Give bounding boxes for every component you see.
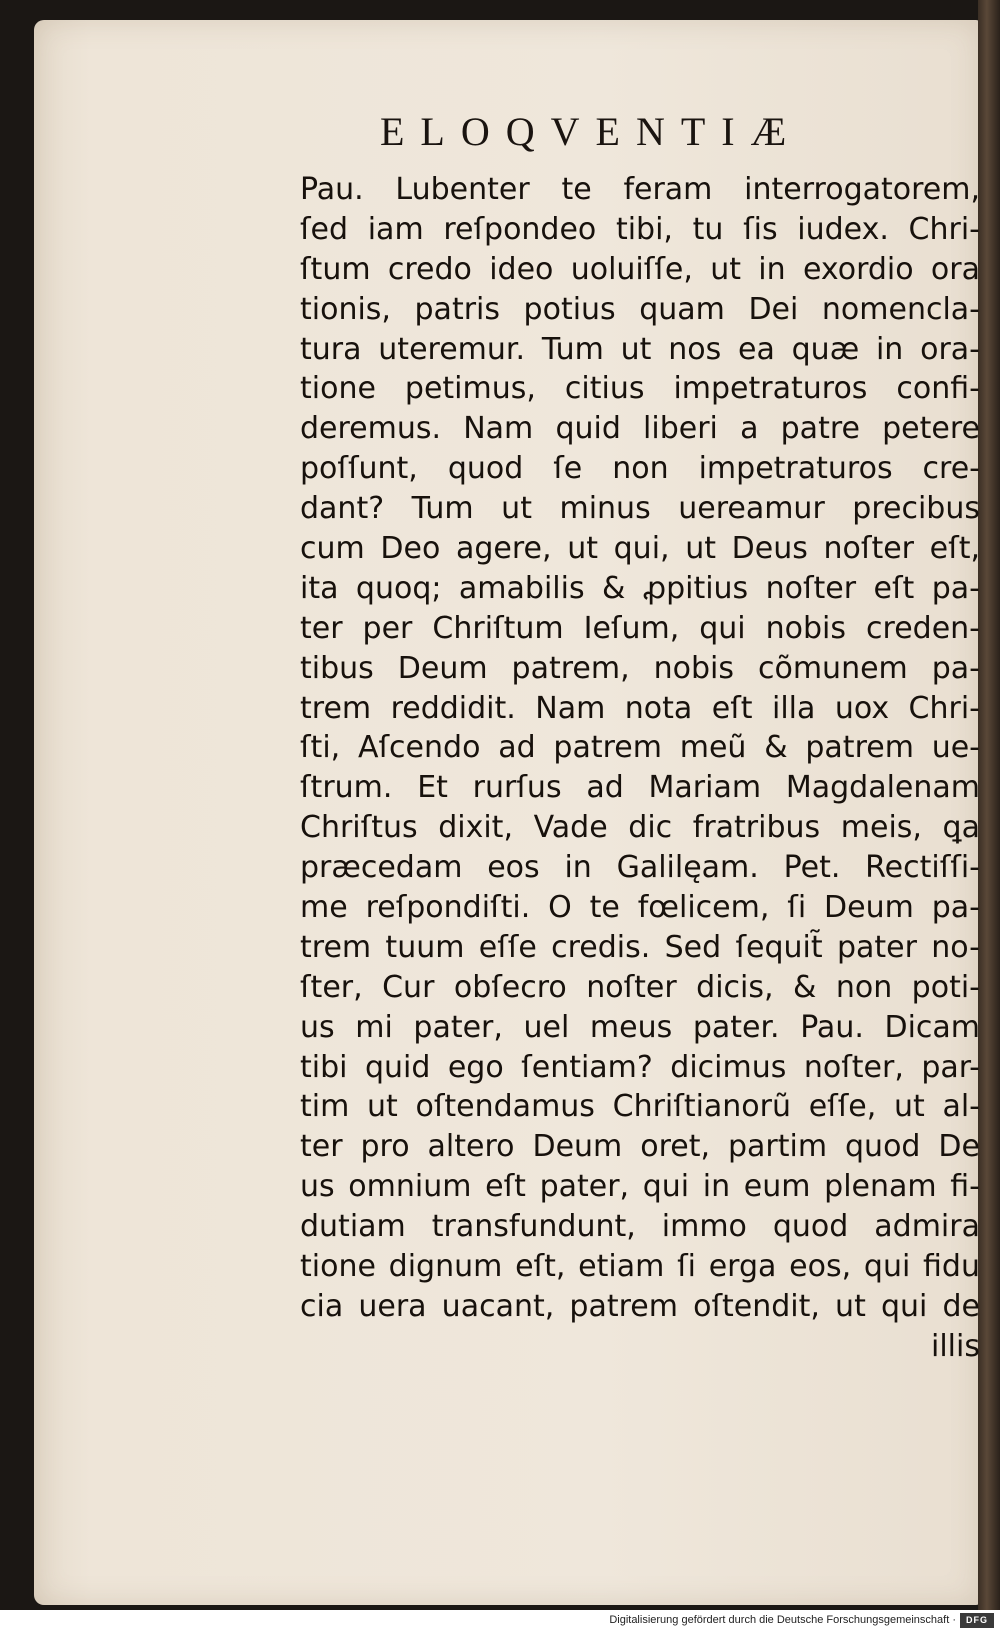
digitization-footer [0,1610,1000,1632]
text-line: ſtrum. Et rurſus ad Mariam Magdalenam [300,770,980,806]
text-line: tim ut oſtendamus Chriſtianorũ eſſe, ut al- [300,1089,980,1125]
text-line: us omnium eſt pater, qui in eum plenam fi- [300,1169,980,1205]
text-line: tione dignum eſt, etiam ſi erga eos, qui fidu [300,1249,980,1285]
running-head: ELOQVENTIÆ [380,109,803,154]
text-line: cia uera uacant, patrem oſtendit, ut qui de [300,1288,980,1324]
text-line: tura uteremur. Tum ut nos ea quæ in ora- [300,331,980,367]
text-line: dant? Tum ut minus uereamur precibus [300,491,980,527]
text-line: ſti, Aſcendo ad patrem meũ & patrem ue- [300,730,980,766]
text-line: tibus Deum patrem, nobis cõmunem pa- [300,650,980,686]
text-line: us mi pater, uel meus pater. Pau. Dicam [300,1009,980,1045]
footer-credit: Digitalisierung gefördert durch die Deutsche Forschungsgemeinschaft · [609,1614,956,1626]
text-line: deremus. Nam quid liberi a patre petere [300,411,980,447]
page-gutter-edge [978,0,1000,1610]
text-line: dutiam transfundunt, immo quod admira [300,1209,980,1245]
text-line: cum Deo agere, ut qui, ut Deus noſter eſt, [300,531,980,567]
text-line: poſſunt, quod ſe non impetraturos cre- [300,451,980,487]
text-line: tionis, patris potius quam Dei nomencla- [300,291,980,327]
text-line: ita quoq; amabilis & ꝓpitius noſter eſt pa- [300,570,980,606]
text-line: me reſpondiſti. O te fœlicem, ſi Deum pa- [300,890,980,926]
text-line: Chriſtus dixit, Vade dic fratribus meis, ꝗa [300,810,980,846]
text-line: præcedam eos in Galilęam. Pet. Rectiſſi- [300,850,980,886]
text-line: ſter, Cur obſecro noſter dicis, & non poti- [300,969,980,1005]
text-line: tione petimus, citius impetraturos confi- [300,371,980,407]
dfg-logo: DFG [960,1613,994,1628]
text-line: ter per Chriſtum Ieſum, qui nobis creden- [300,610,980,646]
text-line: ſtum credo ideo uoluiſſe, ut in exordio ora [300,251,980,287]
text-line: Pau. Lubenter te feram interrogatorem, [300,172,980,207]
text-line: trem reddidit. Nam nota eſt illa uox Chri- [300,690,980,726]
body-text [300,170,980,1367]
text-line: trem tuum eſſe credis. Sed ſequit̃ pater no- [300,929,980,965]
text-line: ter pro altero Deum oret, partim quod De [300,1129,980,1165]
text-line: tibi quid ego ſentiam? dicimus noſter, par- [300,1049,980,1085]
catchword: illis [931,1328,980,1364]
text-line: ſed iam reſpondeo tibi, tu ſis iudex. Chri- [300,211,980,247]
